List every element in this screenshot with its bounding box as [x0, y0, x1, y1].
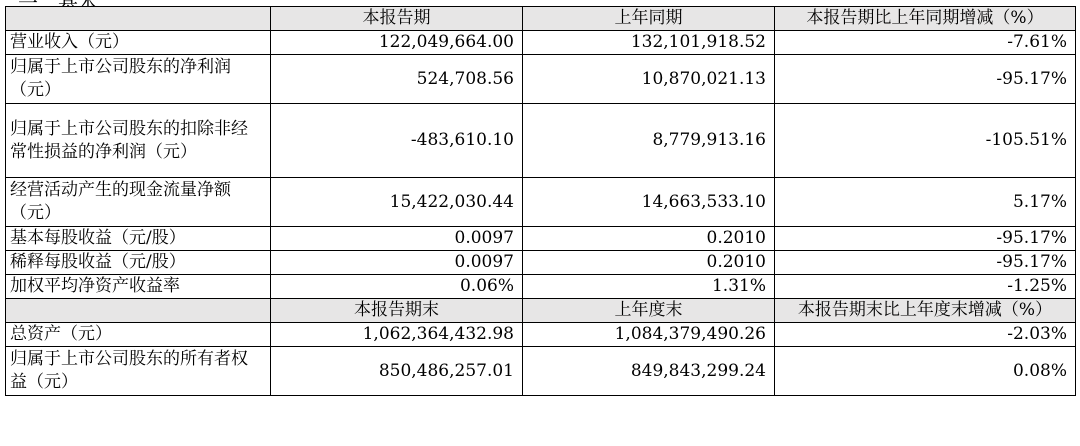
- header-cell-blank: [6, 299, 271, 323]
- cell-prior: 0.2010: [523, 251, 775, 275]
- cell-prior: 8,779,913.16: [523, 104, 775, 178]
- cell-change: -105.51%: [775, 104, 1076, 178]
- table-header-row: [6, 7, 1076, 31]
- table-row: [6, 347, 1076, 396]
- row-label: 营业收入（元）: [6, 31, 271, 55]
- header-cell-blank: [6, 7, 271, 31]
- cell-change: 0.08%: [775, 347, 1076, 396]
- cell-current: 15,422,030.44: [271, 178, 523, 227]
- row-label: 归属于上市公司股东的净利润（元）: [6, 55, 271, 104]
- header-cell-period-change: 本报告期比上年同期增减（%）: [775, 7, 1076, 31]
- cell-current: 524,708.56: [271, 55, 523, 104]
- header-cell-current-period: 本报告期: [271, 7, 523, 31]
- financial-summary-table: [5, 6, 1076, 396]
- cell-change: -95.17%: [775, 55, 1076, 104]
- cell-current: 0.0097: [271, 251, 523, 275]
- table-row: [6, 55, 1076, 104]
- cell-current: 0.0097: [271, 227, 523, 251]
- row-label: 经营活动产生的现金流量净额（元）: [6, 178, 271, 227]
- table-row: [6, 104, 1076, 178]
- cell-change: -95.17%: [775, 227, 1076, 251]
- cell-change: -7.61%: [775, 31, 1076, 55]
- table-row: [6, 275, 1076, 299]
- cell-prior: 14,663,533.10: [523, 178, 775, 227]
- row-label: 加权平均净资产收益率: [6, 275, 271, 299]
- table-row: [6, 227, 1076, 251]
- cell-change: -95.17%: [775, 251, 1076, 275]
- table-subheader-row: [6, 299, 1076, 323]
- cell-change: 5.17%: [775, 178, 1076, 227]
- header-cell-current-period-end: 本报告期末: [271, 299, 523, 323]
- cell-prior: 132,101,918.52: [523, 31, 775, 55]
- cell-current: 0.06%: [271, 275, 523, 299]
- cell-prior: 10,870,021.13: [523, 55, 775, 104]
- cell-current: 1,062,364,432.98: [271, 323, 523, 347]
- row-label: 归属于上市公司股东的扣除非经常性损益的净利润（元）: [6, 104, 271, 178]
- header-cell-period-end-change: 本报告期末比上年度末增减（%）: [775, 299, 1076, 323]
- row-label: 稀释每股收益（元/股）: [6, 251, 271, 275]
- table-row: [6, 31, 1076, 55]
- table-row: [6, 251, 1076, 275]
- header-cell-prior-year-end: 上年度末: [523, 299, 775, 323]
- cell-current: 850,486,257.01: [271, 347, 523, 396]
- cell-prior: 1,084,379,490.26: [523, 323, 775, 347]
- row-label: 总资产（元）: [6, 323, 271, 347]
- cell-change: -2.03%: [775, 323, 1076, 347]
- row-label: 基本每股收益（元/股）: [6, 227, 271, 251]
- cell-prior: 849,843,299.24: [523, 347, 775, 396]
- cell-change: -1.25%: [775, 275, 1076, 299]
- header-cell-prior-period: 上年同期: [523, 7, 775, 31]
- table-row: [6, 178, 1076, 227]
- row-label: 归属于上市公司股东的所有者权益（元）: [6, 347, 271, 396]
- cell-current: -483,610.10: [271, 104, 523, 178]
- cell-current: 122,049,664.00: [271, 31, 523, 55]
- cell-prior: 1.31%: [523, 275, 775, 299]
- table-row: [6, 323, 1076, 347]
- cell-prior: 0.2010: [523, 227, 775, 251]
